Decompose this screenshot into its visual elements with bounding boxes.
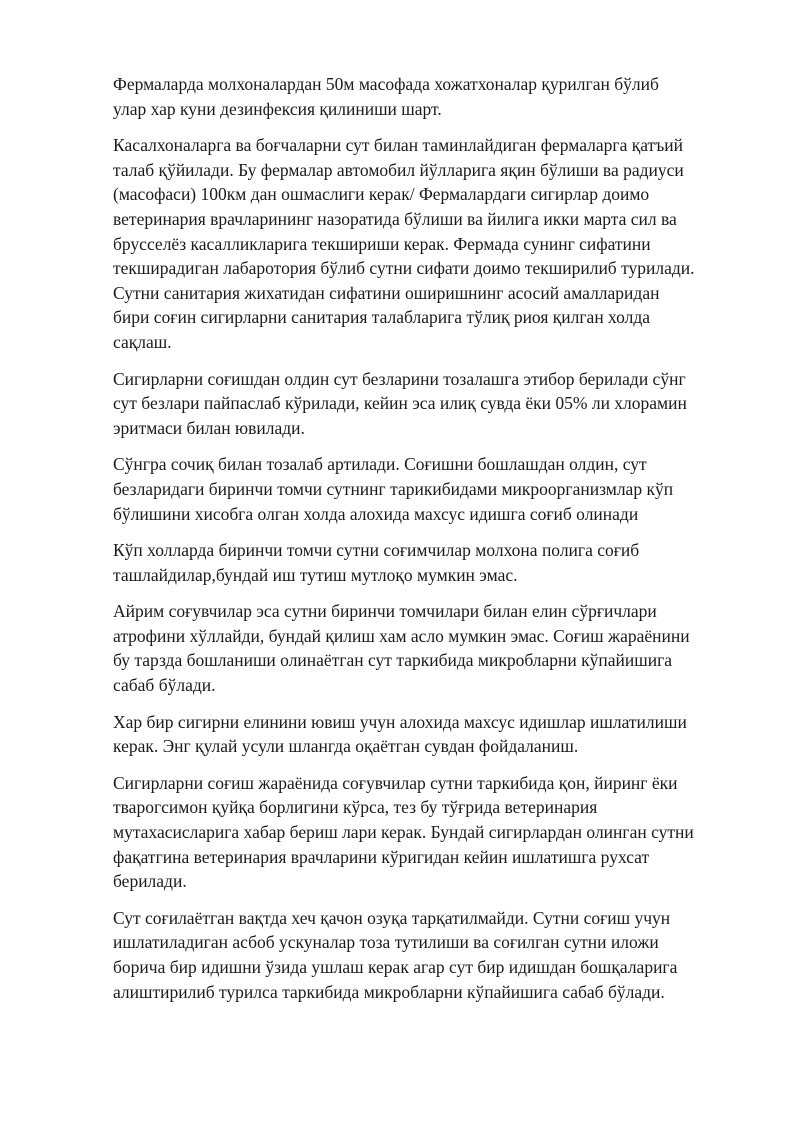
paragraph-teat-wetting: Айрим соғувчилар эса сутни биринчи томчилари билан елин сўрғичлари атрофини хўллайди, бундай қилиш хам асло мумкин эмас. Соғиш жараёнини бу тарзда бошланиши олинаётган сут таркибида микробларни кўпайишига сабаб бўлади. (113, 601, 690, 696)
paragraph-floor-milking: Кўп холларда биринчи томчи сутни соғимчилар молхона полига соғиб ташлайдилар,бундай иш тутиш мутлоқо мумкин эмас. (113, 540, 640, 585)
paragraph-udder-cleaning: Сигирларни соғишдан олдин сут безларини тозалашга этибор берилади сўнг сут безлари пайпаслаб кўрилади, кейин эса илиқ сувда ёки 05% ли хлорамин эритмаси билан ювилади. (113, 368, 687, 438)
paragraph-farm-requirements: Касалхоналарга ва боғчаларни сут билан таминлайдиган фермаларга қатъий талаб қўйилади. Бу фермалар автомобил йўлларига яқин бўлиши ва радиуси (масофаси) 100км дан ошмаслиги керак/ Фермалардаги сигирлар доимо ветеринария врачларининг назоратида бўлиши ва йилига икки марта сил ва брусселёз касалликларига текшириши керак. Фермада сунинг сифатини текширадиган лабаротория бўлиб сутни сифати доимо текширилиб турилади. Сутни санитария жихатидан сифатини оширишнинг асосий амалларидан бири соғин сигирларни санитария талабларига тўлиқ риоя қилган холда сақлаш. (113, 135, 695, 352)
paragraph-udder-washing: Хар бир сигирни елинини ювиш учун алохида махсус идишлар ишлатилиши керак. Энг қулай усули шлангда оқаётган сувдан фойдаланиш. (113, 711, 687, 757)
paragraph-feeding-hygiene: Сут соғилаётган вақтда хеч қачон озуқа тарқатилмайди. Сутни соғиш учун ишлатиладиган асбоб ускуналар тоза тутилиши ва соғилган сутни иложи борича бир идишни ўзида ушлаш керак агар сут бир идишдан бошқаларига алиштирилиб турилса таркибида микробларни кўпайишига сабаб бўлади. (113, 907, 678, 1002)
paragraph-toilets: Фермаларда молхоналардан 50м масофада хожатхоналар қурилган бўлиб улар хар куни дезинфексия қилиниши шарт. (113, 74, 659, 119)
paragraph-first-drops: Сўнгра сочиқ билан тозалаб артилади. Соғишни бошлашдан олдин, сут безларидаги биринчи томчи сутнинг тарикибидами микроорганизмлар кўп бўлишини хисобга олган холда алохида махсус идишга соғиб олинади (113, 454, 674, 524)
paragraph-blood-pus: Сигирларни соғиш жараёнида соғувчилар сутни таркибида қон, йиринг ёки тварогсимон қуйқа борлигини кўрса, тез бу тўғрида ветеринария мутахасисларига хабар бериш лари керак. Бундай сигирлардан олинган сутни фақатгина ветеринария врачларини кўригидан кейин ишлатишга рухсат берилади. (113, 772, 694, 892)
document-page (113, 72, 733, 1016)
